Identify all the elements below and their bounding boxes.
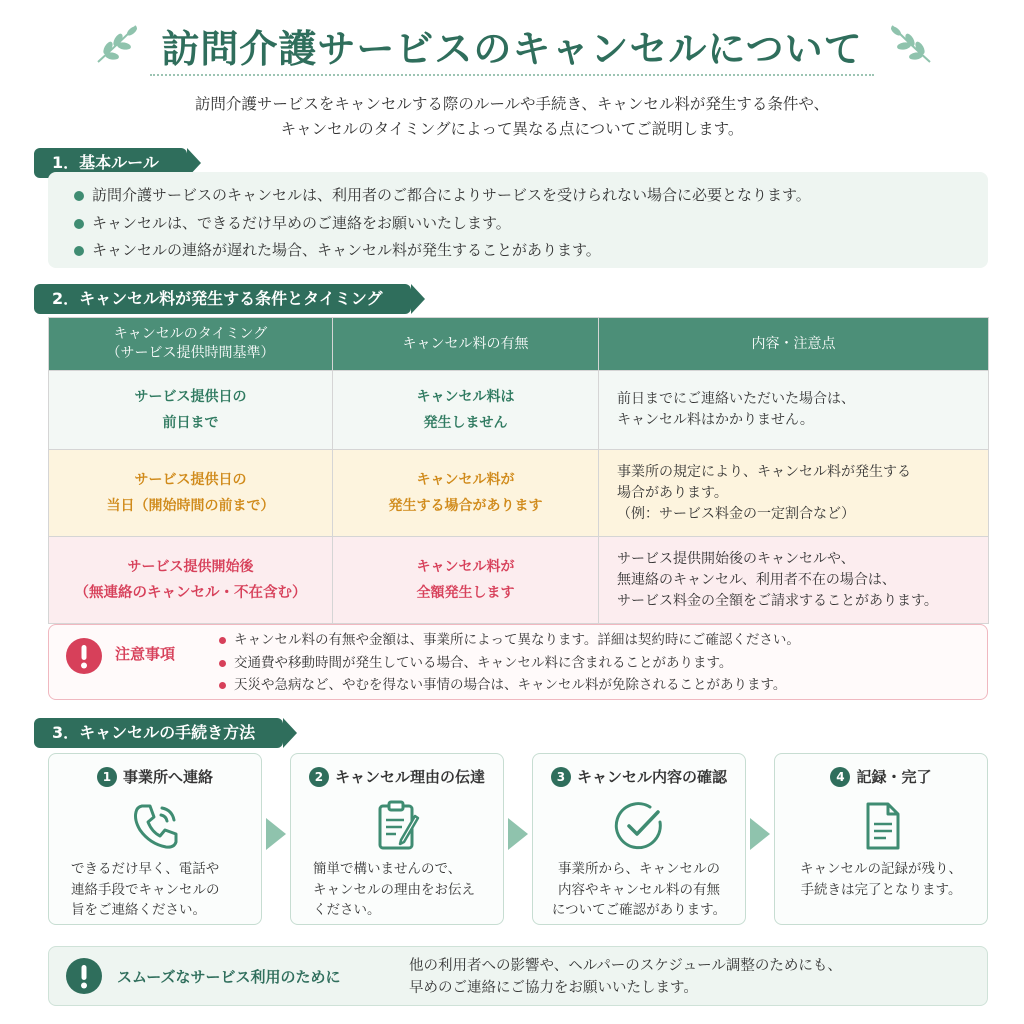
section-heading-fee-conditions: 2．キャンセル料が発生する条件とタイミング xyxy=(34,284,411,314)
step-description: できるだけ早く、電話や 連絡手段でキャンセルの 旨をご連絡ください。 xyxy=(71,861,220,918)
exclamation-icon xyxy=(65,957,103,995)
clipboard-icon xyxy=(368,796,428,856)
step-description: 事業所から、キャンセルの 内容やキャンセル料の有無 についてご確認があります。 xyxy=(551,861,727,918)
footer-title: スムーズなサービス利用のために xyxy=(117,968,341,986)
arrow-right-icon xyxy=(508,818,528,850)
list-item: キャンセル料の有無や金額は、事業所によって異なります。詳細は契約時にご確認ください。 xyxy=(219,629,800,652)
caution-title: 注意事項 xyxy=(115,645,176,663)
notes-cell: 前日までにご連絡いただいた場合は、 キャンセル料はかかりません。 xyxy=(599,371,989,450)
fee-cell: キャンセル料は 発生しません xyxy=(333,371,599,450)
phone-icon xyxy=(126,796,186,856)
list-item: 訪問介護サービスのキャンセルは、利用者のご都合によりサービスを受けられない場合に必要となります。 xyxy=(74,182,988,210)
step-title: 記録・完了 xyxy=(856,768,932,786)
timing-cell: サービス提供開始後 （無連絡のキャンセル・不在含む） xyxy=(49,537,333,624)
table-row xyxy=(49,371,989,450)
section-heading-procedure: 3．キャンセルの手続き方法 xyxy=(34,718,283,748)
timing-cell: サービス提供日の 前日まで xyxy=(49,371,333,450)
step-number: 4 xyxy=(830,767,850,787)
step-description: 簡単で構いませんので、 キャンセルの理由をお伝え ください。 xyxy=(313,861,475,918)
step-number: 2 xyxy=(309,767,329,787)
list-item: 天災や急病など、やむを得ない事情の場合は、キャンセル料が免除されることがあります。 xyxy=(219,674,800,697)
notes-cell: 事業所の規定により、キャンセル料が発生する 場合があります。 （例：サービス料金の一定割合など） xyxy=(599,450,989,537)
title-divider xyxy=(150,74,874,76)
table-row xyxy=(49,537,989,624)
alert-icon xyxy=(65,637,103,675)
step-card-complete xyxy=(774,753,988,925)
basic-rules-box xyxy=(48,172,988,268)
intro-text: 訪問介護サービスをキャンセルする際のルールや手続き、キャンセル料が発生する条件や、 キャンセルのタイミングによって異なる点についてご説明します。 xyxy=(194,95,830,138)
leaf-decoration-icon xyxy=(886,18,936,68)
step-title: キャンセル内容の確認 xyxy=(576,768,727,786)
fee-cell: キャンセル料が 全額発生します xyxy=(333,537,599,624)
arrow-right-icon xyxy=(750,818,770,850)
document-icon xyxy=(852,796,912,856)
cancellation-fee-table xyxy=(48,317,989,624)
list-item: キャンセルは、できるだけ早めのご連絡をお願いいたします。 xyxy=(74,210,988,238)
table-header-fee: キャンセル料の有無 xyxy=(333,318,599,371)
step-number: 3 xyxy=(551,767,571,787)
section-heading-basic-rules: 1．基本ルール xyxy=(34,148,187,178)
list-item: 交通費や移動時間が発生している場合、キャンセル料に含まれることがあります。 xyxy=(219,652,800,675)
page-title: 訪問介護サービスのキャンセルについて xyxy=(161,27,863,71)
caution-box xyxy=(48,624,988,700)
smooth-usage-box xyxy=(48,946,988,1006)
step-number: 1 xyxy=(97,767,117,787)
step-card-reason xyxy=(290,753,504,925)
check-circle-icon xyxy=(610,796,670,856)
table-header-timing: キャンセルのタイミング （サービス提供時間基準） xyxy=(49,318,333,371)
fee-cell: キャンセル料が 発生する場合があります xyxy=(333,450,599,537)
list-item: キャンセルの連絡が遅れた場合、キャンセル料が発生することがあります。 xyxy=(74,237,988,265)
step-title: キャンセル理由の伝達 xyxy=(334,768,485,786)
step-card-contact xyxy=(48,753,262,925)
notes-cell: サービス提供開始後のキャンセルや、 無連絡のキャンセル、利用者不在の場合は、 サービス料金の全額をご請求することがあります。 xyxy=(599,537,989,624)
table-row xyxy=(49,450,989,537)
step-title: 事業所へ連絡 xyxy=(122,768,213,786)
table-header-notes: 内容・注意点 xyxy=(599,318,989,371)
timing-cell: サービス提供日の 当日（開始時間の前まで） xyxy=(49,450,333,537)
page-header xyxy=(0,14,1024,84)
step-description: キャンセルの記録が残り、 手続きは完了となります。 xyxy=(800,861,962,898)
arrow-right-icon xyxy=(266,818,286,850)
step-card-confirm xyxy=(532,753,746,925)
footer-description: 他の利用者への影響や、ヘルパーのスケジュール調整のためにも、 早めのご連絡にご協力をお願いいたします。 xyxy=(409,958,842,996)
